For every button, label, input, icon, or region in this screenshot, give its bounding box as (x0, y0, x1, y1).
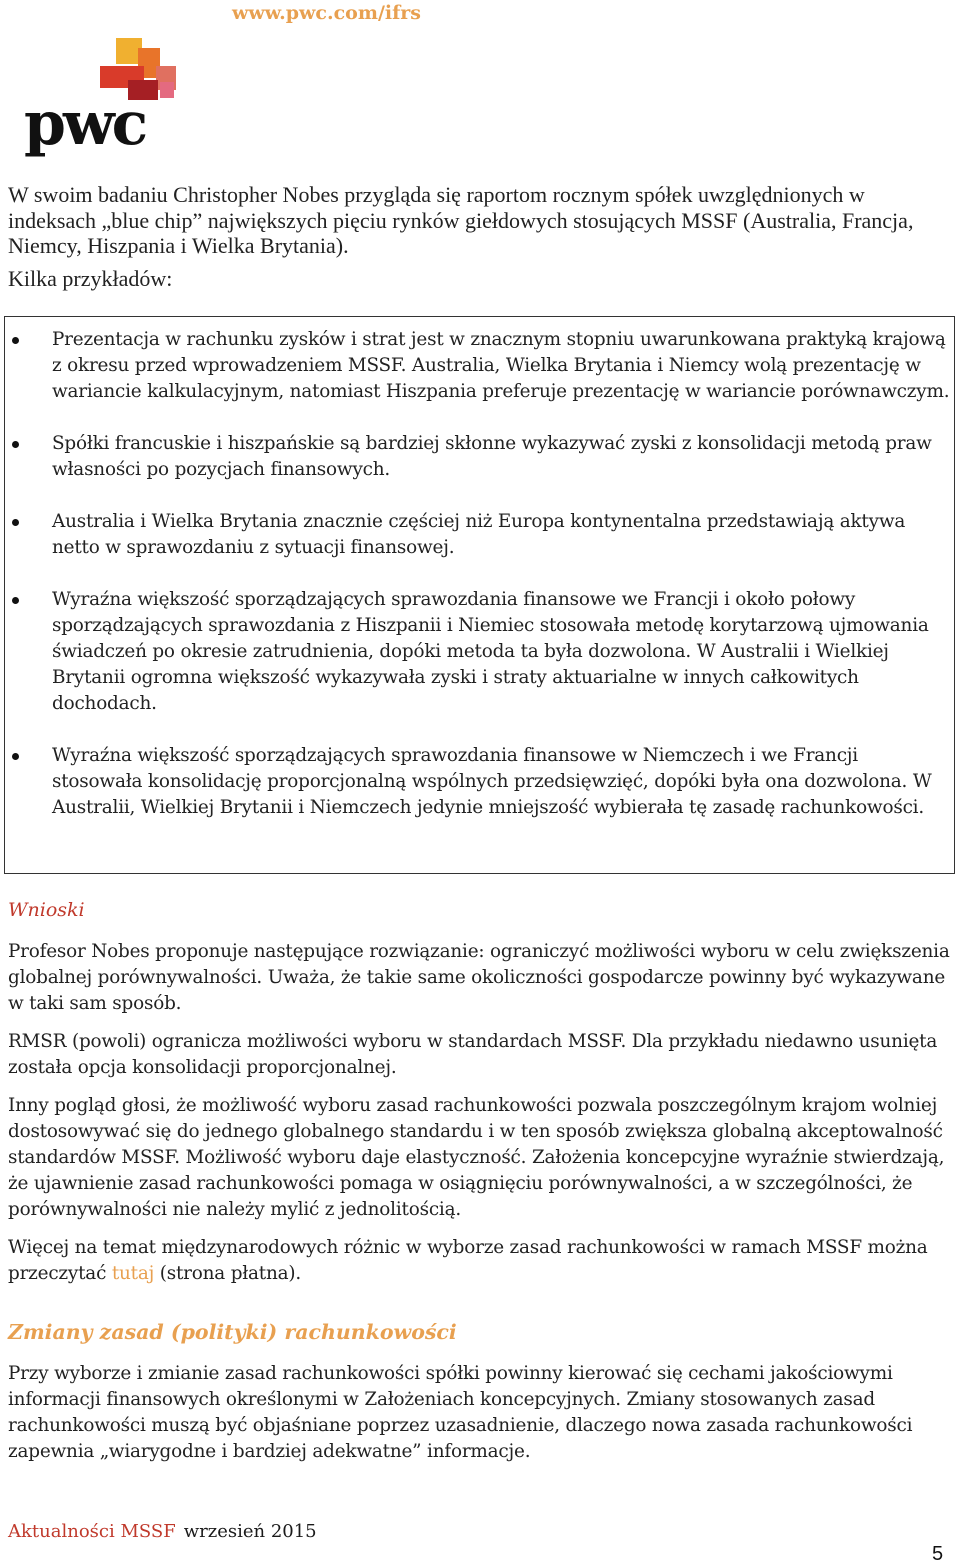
intro-paragraph: W swoim badaniu Christopher Nobes przygląda się raportom rocznym spółek uwzględnionych w indeksach „blue chip” największych pięciu rynków giełdowych stosujących MSSF (Australia, Francja, Niemcy, Hiszpania i Wielka Brytania). (8, 182, 914, 258)
section-body (8, 1361, 952, 1465)
conclusions-paragraph-4: Więcej na temat międzynarodowych różnic w wyborze zasad rachunkowości w ramach MSSF można przeczytać tutaj (strona płatna). (8, 1237, 928, 1284)
bullet-icon (12, 519, 19, 526)
intro-section (8, 182, 952, 291)
list-item: Spółki francuskie i hiszpańskie są bardziej skłonne wykazywać zyski z konsolidacji metodą praw własności po pozycjach finansowych. (52, 431, 950, 483)
conclusions-body (8, 939, 952, 1299)
bullet-icon (12, 337, 19, 344)
conclusions-paragraph-2: RMSR (powoli) ogranicza możliwości wyboru w standardach MSSF. Dla przykładu niedawno usunięta została opcja konsolidacji proporcjonalnej. (8, 1031, 938, 1078)
conclusions-paragraph-1: Profesor Nobes proponuje następujące rozwiązanie: ograniczyć możliwości wyboru w celu zwiększenia globalnej porównywalności. Uważa, że takie same okoliczności gospodarcze powinny być wykazywane w taki sam sposób. (8, 941, 950, 1014)
examples-list (52, 327, 950, 821)
bullet-icon (12, 441, 19, 448)
list-item: Wyraźna większość sporządzających sprawozdania finansowe we Francji i około połowy sporządzających sprawozdania z Hiszpanii i Niemiec stosowała metodę korytarzową ujmowania świadczeń po okresie zatrudnienia, dopóki metoda ta była dozwolona. W Australii i Wielkiej Brytanii ogromna większość wykazywała zyski i straty aktuarialne w innych całkowitych dochodach. (52, 587, 950, 717)
conclusions-heading: Wnioski (8, 899, 85, 921)
page-number: 5 (932, 1543, 944, 1565)
header-url-link[interactable]: www.pwc.com/ifrs (232, 2, 421, 24)
pwc-logo-wordmark: pwc (24, 89, 146, 159)
bullet-icon (12, 753, 19, 760)
footer-date: wrzesień 2015 (183, 1521, 317, 1542)
footer (8, 1521, 317, 1542)
footer-publication: Aktualności MSSF (8, 1521, 176, 1542)
conclusions-paragraph-3: Inny pogląd głosi, że możliwość wyboru zasad rachunkowości pozwala poszczególnym krajom wolniej dostosowywać się do jednego globalnego standardu i w ten sposób zwiększa globalną akceptowalność standardów MSSF. Możliwość wyboru daje elastyczność. Założenia koncepcyjne wyraźnie stwierdzają, że ujawnienie zasad rachunkowości pomaga w osiągnięciu porównywalności, a w szczególności, że porównywalności nie należy mylić z jednolitością. (8, 1095, 945, 1220)
list-item: Wyraźna większość sporządzających sprawozdania finansowe w Niemczech i we Francji stosowała konsolidację proporcjonalną wspólnych przedsięwzięć, dopóki była ona dozwolona. W Australii, Wielkiej Brytanii i Niemczech jedynie mniejszość wybierała tę zasadę rachunkowości. (52, 743, 950, 821)
bullet-icon (12, 597, 19, 604)
list-item: Prezentacja w rachunku zysków i strat jest w znacznym stopniu uwarunkowana praktyką krajową z okresu przed wprowadzeniem MSSF. Australia, Wielka Brytania i Niemcy wolą prezentację w wariancie kalkulacyjnym, natomiast Hiszpania preferuje prezentację w wariancie porównawczym. (52, 327, 950, 405)
list-item: Australia i Wielka Brytania znacznie częściej niż Europa kontynentalna przedstawiają aktywa netto w sprawozdaniu z sytuacji finansowej. (52, 509, 950, 561)
section-heading: Zmiany zasad (polityki) rachunkowości (8, 1320, 457, 1344)
more-info-link[interactable]: tutaj (111, 1263, 155, 1284)
pwc-logo (20, 36, 190, 164)
section-paragraph: Przy wyborze i zmianie zasad rachunkowości spółki powinny kierować się cechami jakościowymi informacji finansowych określonymi w Założeniach koncepcyjnych. Zmiany stosowanych zasad rachunkowości muszą być objaśniane poprzez uzasadnienie, dlaczego nowa zasada rachunkowości zapewnia „wiarygodne i bardziej adekwatne” informacje. (8, 1363, 913, 1462)
examples-label: Kilka przykładów: (8, 265, 173, 291)
